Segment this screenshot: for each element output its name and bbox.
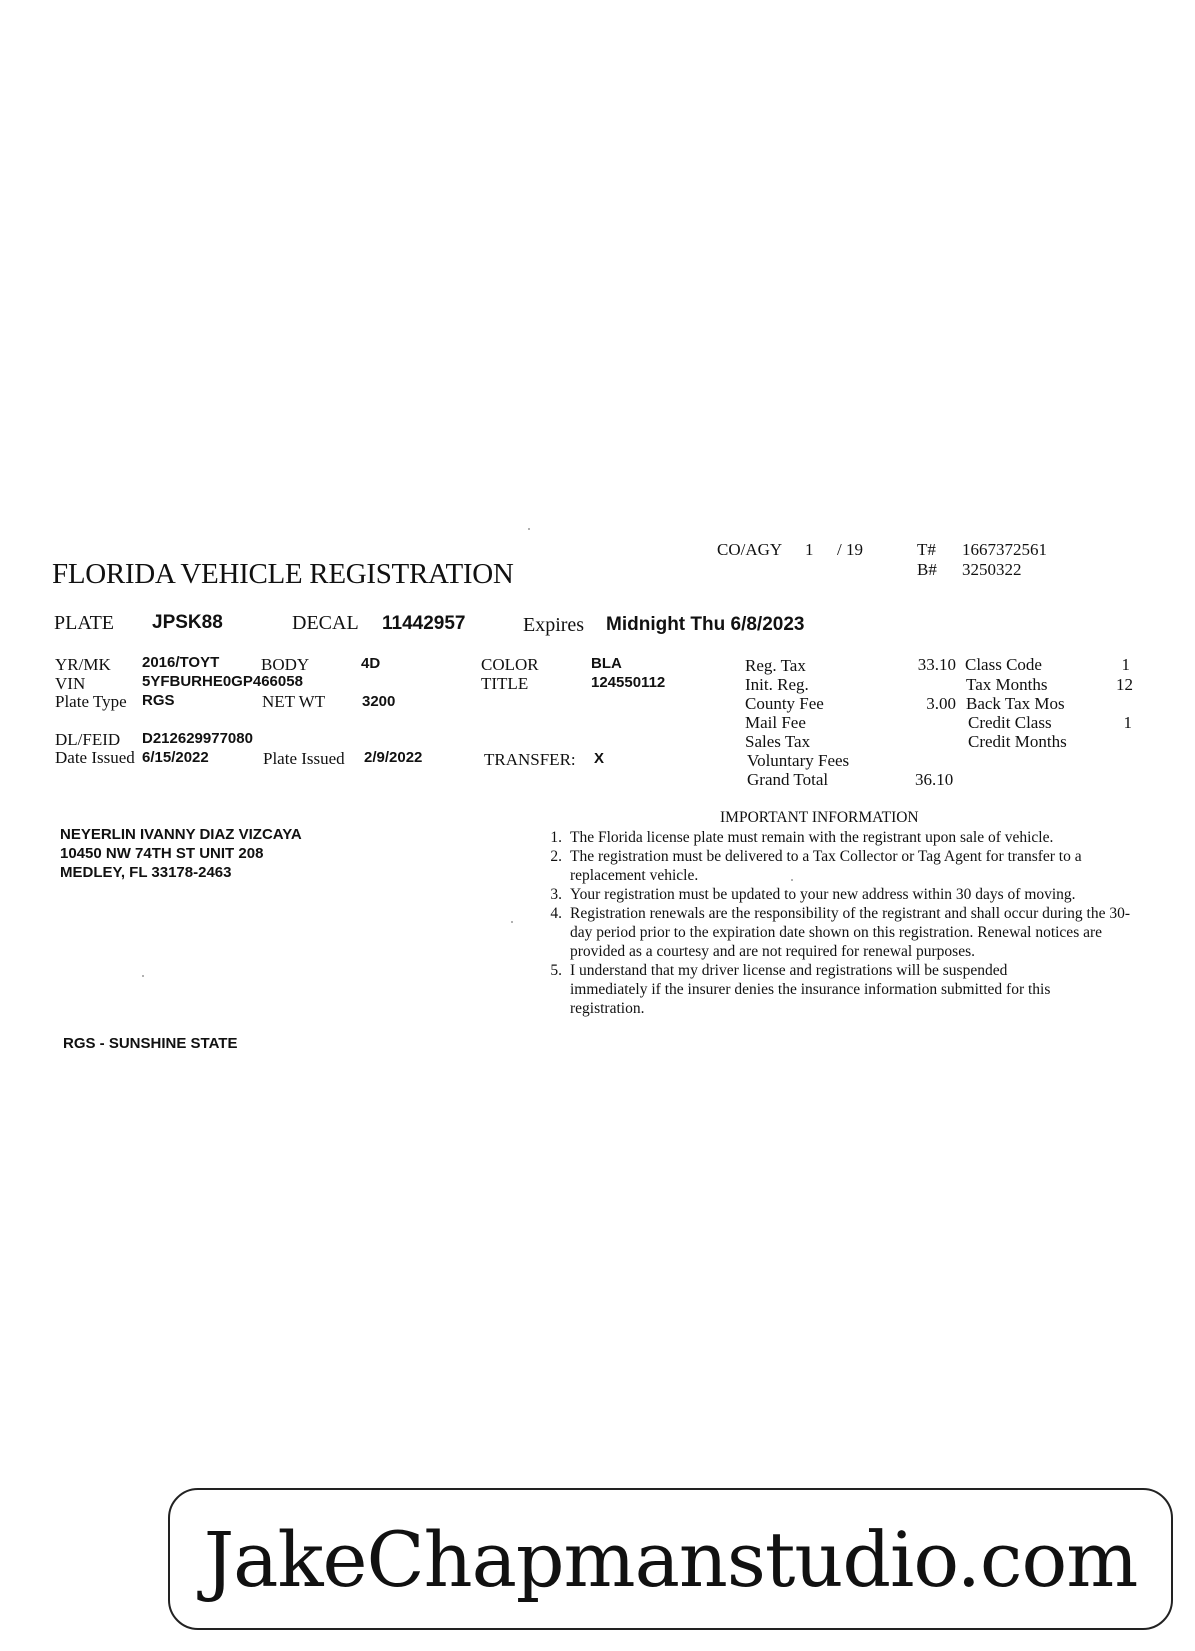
- vin-label: VIN: [55, 674, 86, 693]
- transfer-value: X: [594, 750, 605, 767]
- credit-class-value: 1: [1123, 713, 1132, 732]
- plate-type-label: Plate Type: [55, 692, 127, 711]
- plate-issued-label: Plate Issued: [263, 749, 345, 768]
- title-label: TITLE: [481, 674, 529, 693]
- important-heading: IMPORTANT INFORMATION: [720, 809, 919, 826]
- dl-feid-value: D212629977080: [142, 730, 253, 747]
- b-number-value: 3250322: [962, 560, 1022, 579]
- scan-speck: [511, 921, 513, 923]
- plate-type-value: RGS: [142, 692, 175, 709]
- date-issued-value: 6/15/2022: [142, 749, 209, 766]
- tax-months-label: Tax Months: [966, 675, 1048, 694]
- county-fee-label: County Fee: [745, 694, 824, 713]
- scan-speck: [791, 879, 793, 881]
- important-item: 2. The registration must be delivered to a Tax Collector or Tag Agent for transfer to a replacement vehicle.: [550, 848, 1082, 884]
- document-title: FLORIDA VEHICLE REGISTRATION: [52, 558, 514, 590]
- date-issued-label: Date Issued: [55, 748, 135, 767]
- plate-label: PLATE: [54, 612, 114, 634]
- expires-value: Midnight Thu 6/8/2023: [606, 614, 805, 635]
- plate-value: JPSK88: [152, 612, 223, 633]
- sales-tax-label: Sales Tax: [745, 732, 811, 751]
- expires-label: Expires: [523, 614, 585, 636]
- reg-tax-label: Reg. Tax: [745, 656, 806, 675]
- important-item: 4. Registration renewals are the responsibility of the registrant and shall occur during the 30-day period prior to the expiration date shown on this registration. Renewal notices are provided as a courtesy and are not required for renewal purposes.: [550, 905, 1130, 960]
- transfer-label: TRANSFER:: [484, 750, 576, 769]
- grand-total-label: Grand Total: [747, 770, 829, 789]
- b-number-label: B#: [917, 560, 937, 579]
- body-label: BODY: [261, 655, 310, 674]
- credit-months-label: Credit Months: [968, 732, 1067, 751]
- net-wt-value: 3200: [362, 693, 396, 710]
- decal-value: 11442957: [382, 613, 466, 634]
- co-agy-label: CO/AGY: [717, 540, 783, 559]
- credit-class-label: Credit Class: [968, 713, 1052, 732]
- class-code-label: Class Code: [965, 655, 1042, 674]
- owner-address-line2: MEDLEY, FL 33178-2463: [60, 864, 232, 881]
- color-label: COLOR: [481, 655, 539, 674]
- owner-name: NEYERLIN IVANNY DIAZ VIZCAYA: [60, 826, 302, 843]
- plate-issued-value: 2/9/2022: [364, 749, 423, 766]
- yrmk-value: 2016/TOYT: [142, 654, 220, 671]
- back-tax-mos-label: Back Tax Mos: [966, 694, 1065, 713]
- decal-label: DECAL: [292, 612, 359, 634]
- title-value: 124550112: [591, 674, 666, 691]
- tax-months-value: 12: [1116, 675, 1133, 694]
- dl-feid-label: DL/FEID: [55, 730, 121, 749]
- voluntary-fees-label: Voluntary Fees: [747, 751, 850, 770]
- grand-total-value: 36.10: [915, 770, 954, 789]
- t-number-value: 1667372561: [962, 540, 1047, 559]
- important-list: [540, 828, 1160, 1018]
- important-item: 5. I understand that my driver license and registrations will be suspended immediately if the insurer denies the insurance information submitted for this registration.: [550, 962, 1051, 1017]
- watermark-box: [168, 1488, 1173, 1630]
- important-item: 3. Your registration must be updated to your new address within 30 days of moving.: [550, 886, 1076, 903]
- net-wt-label: NET WT: [262, 692, 326, 711]
- owner-address-line1: 10450 NW 74TH ST UNIT 208: [60, 845, 264, 862]
- body-value: 4D: [361, 655, 381, 672]
- county-fee-value: 3.00: [926, 694, 956, 713]
- co-agy-sep: / 19: [837, 540, 863, 559]
- yrmk-label: YR/MK: [55, 655, 111, 674]
- t-number-label: T#: [917, 540, 936, 559]
- init-reg-label: Init. Reg.: [745, 675, 809, 694]
- scan-speck: [142, 975, 144, 977]
- co-agy-value: 1: [805, 540, 814, 559]
- vin-value: 5YFBURHE0GP466058: [142, 673, 303, 690]
- scan-speck: [528, 528, 530, 530]
- important-item: 1. The Florida license plate must remain with the registrant upon sale of vehicle.: [550, 829, 1054, 846]
- plate-design: RGS - SUNSHINE STATE: [63, 1035, 238, 1052]
- watermark-text: JakeChapmanstudio.com: [203, 1514, 1138, 1604]
- mail-fee-label: Mail Fee: [745, 713, 806, 732]
- class-code-value: 1: [1121, 655, 1130, 674]
- reg-tax-value: 33.10: [917, 655, 956, 674]
- color-value: BLA: [591, 655, 622, 672]
